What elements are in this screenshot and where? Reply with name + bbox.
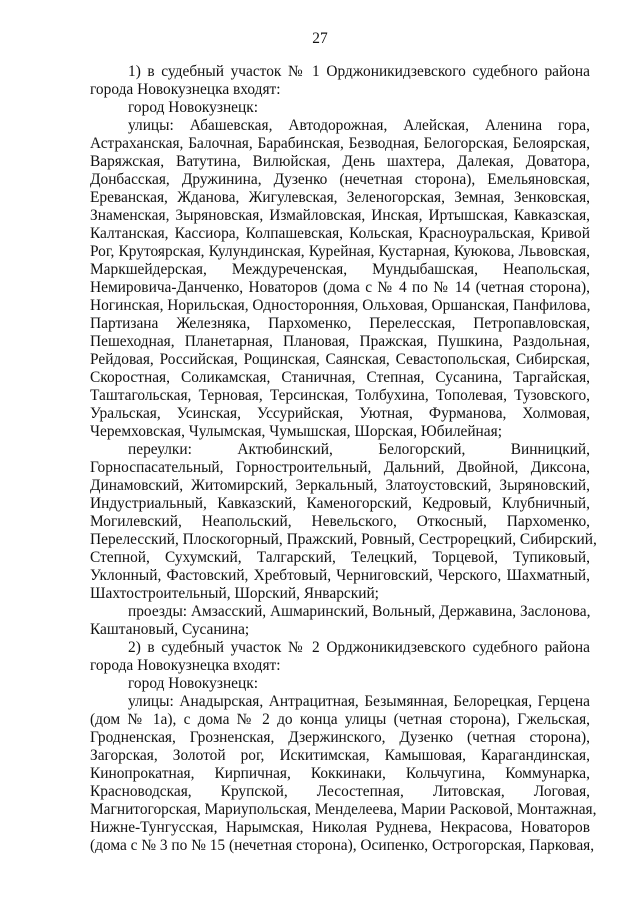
text-line: Перелесский, Плоскогорный, Пражский, Ровный, Сестрорецкий, Сибирский, (90, 531, 597, 548)
text-line: Динамовский, Житомирский, Зеркальный, Златоустовский, Зыряновский, (90, 477, 590, 494)
text-line: Шахтостроительный, Шорский, Январский; (90, 585, 379, 602)
text-line: 2) в судебный участок № 2 Орджоникидзевского судебного района (128, 639, 590, 656)
text-line: Красноводская, Крупской, Лесостепная, Литовская, Логовая, (90, 783, 590, 800)
text-line: Гродненская, Грозненская, Дзержинского, Дузенко (четная сторона), (90, 729, 590, 746)
text-line: Калтанская, Кассиора, Колпашевская, Кольская, Красноуральская, Кривой (90, 225, 590, 242)
text-line: Могилевский, Неапольский, Невельского, Откосный, Пархоменко, (90, 513, 590, 530)
text-line: 1) в судебный участок № 1 Орджоникидзевского судебного района (128, 63, 590, 80)
text-line: Кинопрокатная, Кирпичная, Коккинаки, Кольчугина, Коммунарка, (90, 765, 590, 782)
document-body (90, 63, 597, 855)
text-line: (дома с № 3 по № 15 (нечетная сторона), Осипенко, Острогорская, Парковая, (90, 837, 595, 854)
page-number: 27 (312, 30, 328, 47)
text-line: Черемховская, Чулымская, Чумышская, Шорская, Юбилейная; (90, 423, 502, 440)
text-line: город Новокузнецк: (128, 99, 259, 116)
text-line: (дом № 1а), с дома № 2 до конца улицы (четная сторона), Гжельская, (90, 711, 590, 728)
text-line: улицы: Абашевская, Автодорожная, Алейская, Аленина гора, (128, 117, 590, 134)
text-line: Немировича-Данченко, Новаторов (дома с № 4 по № 14 (четная сторона), (90, 279, 590, 296)
text-line: Астраханская, Балочная, Барабинская, Безводная, Белогорская, Белоярская, (90, 135, 590, 152)
text-line: Нижне-Тунгусская, Нарымская, Николая Руднева, Некрасова, Новаторов (90, 819, 590, 836)
text-line: Ногинская, Норильская, Односторонняя, Ольховая, Оршанская, Панфилова, (90, 297, 591, 314)
text-line: Рог, Крутоярская, Кулундинская, Курейная, Кустарная, Куюкова, Львовская, (90, 243, 590, 260)
text-line: город Новокузнецк: (128, 675, 259, 692)
text-line: города Новокузнецка входят: (90, 81, 281, 98)
text-line: Уклонный, Фастовский, Хребтовый, Черниговский, Черского, Шахматный, (90, 567, 590, 584)
text-line: Донбасская, Дружинина, Дузенко (нечетная сторона), Емельяновская, (90, 171, 590, 188)
text-line: Степной, Сухумский, Талгарский, Телецкий, Торцевой, Тупиковый, (90, 549, 590, 566)
text-line: Каштановый, Сусанина; (90, 621, 250, 638)
text-line: Варяжская, Ватутина, Вилюйская, День шахтера, Далекая, Доватора, (90, 153, 590, 170)
text-line: Ереванская, Жданова, Жигулевская, Зеленогорская, Земная, Зенковская, (90, 189, 590, 206)
text-line: Индустриальный, Кавказский, Каменогорский, Кедровый, Клубничный, (90, 495, 590, 512)
text-line: Уральская, Усинская, Уссурийская, Уютная, Фурманова, Холмовая, (90, 405, 590, 422)
text-line: Таштагольская, Терновая, Терсинская, Толбухина, Тополевая, Тузовского, (90, 387, 590, 404)
text-line: Партизана Железняка, Пархоменко, Перелесская, Петропавловская, (90, 315, 590, 332)
text-line: Магнитогорская, Мариупольская, Менделеева, Марии Расковой, Монтажная, (90, 801, 597, 818)
text-line: Пешеходная, Планетарная, Плановая, Пражская, Пушкина, Раздольная, (90, 333, 590, 350)
text-line: улицы: Анадырская, Антрацитная, Безымянная, Белорецкая, Герцена (128, 693, 590, 710)
text-line: Горноспасательный, Горностроительный, Дальний, Двойной, Диксона, (90, 459, 590, 476)
text-line: Скоростная, Соликамская, Станичная, Степная, Сусанина, Таргайская, (90, 369, 590, 386)
text-line: Знаменская, Зыряновская, Измайловская, Инская, Иртышская, Кавказская, (90, 207, 590, 224)
text-line: Рейдовая, Российская, Рощинская, Саянская, Севастопольская, Сибирская, (90, 351, 590, 368)
text-line: проезды: Амзасский, Ашмаринский, Вольный, Державина, Заслонова, (128, 603, 591, 620)
text-line: переулки: Актюбинский, Белогорский, Винницкий, (128, 441, 590, 458)
text-line: города Новокузнецка входят: (90, 657, 281, 674)
text-line: Маркшейдерская, Междуреченская, Мундыбашская, Неапольская, (90, 261, 590, 278)
text-line: Загорская, Золотой рог, Искитимская, Камышовая, Карагандинская, (90, 747, 590, 764)
